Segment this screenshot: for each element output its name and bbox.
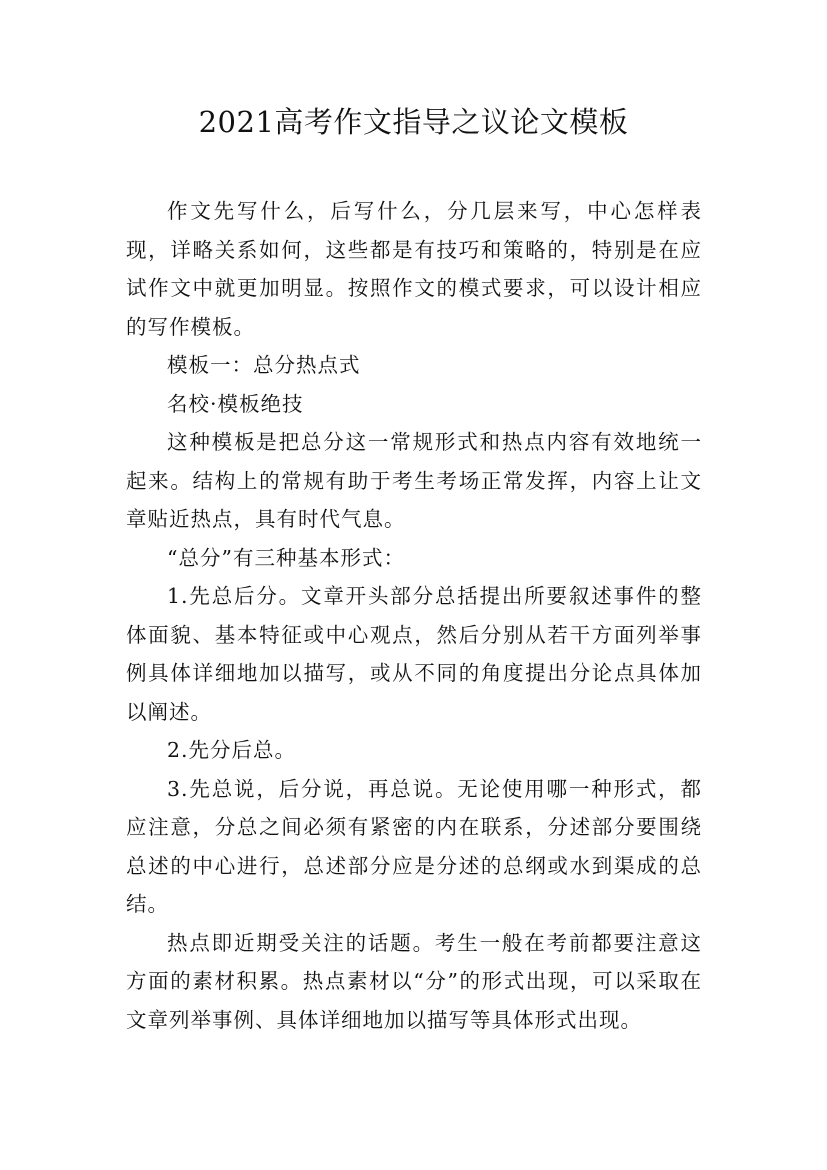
paragraph-template-description: 这种模板是把总分这一常规形式和热点内容有效地统一起来。结构上的常规有助于考生考场正常发挥，内容上让文章贴近热点，具有时代气息。 xyxy=(126,430,702,531)
paragraph-form-1: 1.先总后分。文章开头部分总括提出所要叙述事件的整体面貌、基本特征或中心观点，然后分别从若干方面列举事例具体详细地加以描写，或从不同的角度提出分论点具体加以阐述。 xyxy=(126,584,702,724)
paragraph-template-one-heading: 模板一：总分热点式 xyxy=(167,353,361,377)
document-title: 2021高考作文指导之议论文模板 xyxy=(198,105,629,139)
paragraph-hot-topics: 热点即近期受关注的话题。考生一般在考前都要注意这方面的素材积累。热点素材以“分”的形式出现，可以采取在文章列举事例、具体详细地加以描写等具体形式出现。 xyxy=(126,930,702,1032)
document-body xyxy=(126,192,702,1039)
paragraph-forms-intro: “总分”有三种基本形式： xyxy=(167,545,405,570)
paragraph-form-2: 2.先分后总。 xyxy=(167,738,297,762)
paragraph-form-3: 3.先总说，后分说，再总说。无论使用哪一种形式，都应注意，分总之间必须有紧密的内在联系，分述部分要围绕总述的中心进行，总述部分应是分述的总纲或水到渠成的总结。 xyxy=(126,776,702,916)
paragraph-intro: 作文先写什么，后写什么，分几层来写，中心怎样表现，详略关系如何，这些都是有技巧和策略的，特别是在应试作文中就更加明显。按照作文的模式要求，可以设计相应的写作模板。 xyxy=(126,199,702,339)
paragraph-subheading: 名校·模板绝技 xyxy=(167,391,304,416)
